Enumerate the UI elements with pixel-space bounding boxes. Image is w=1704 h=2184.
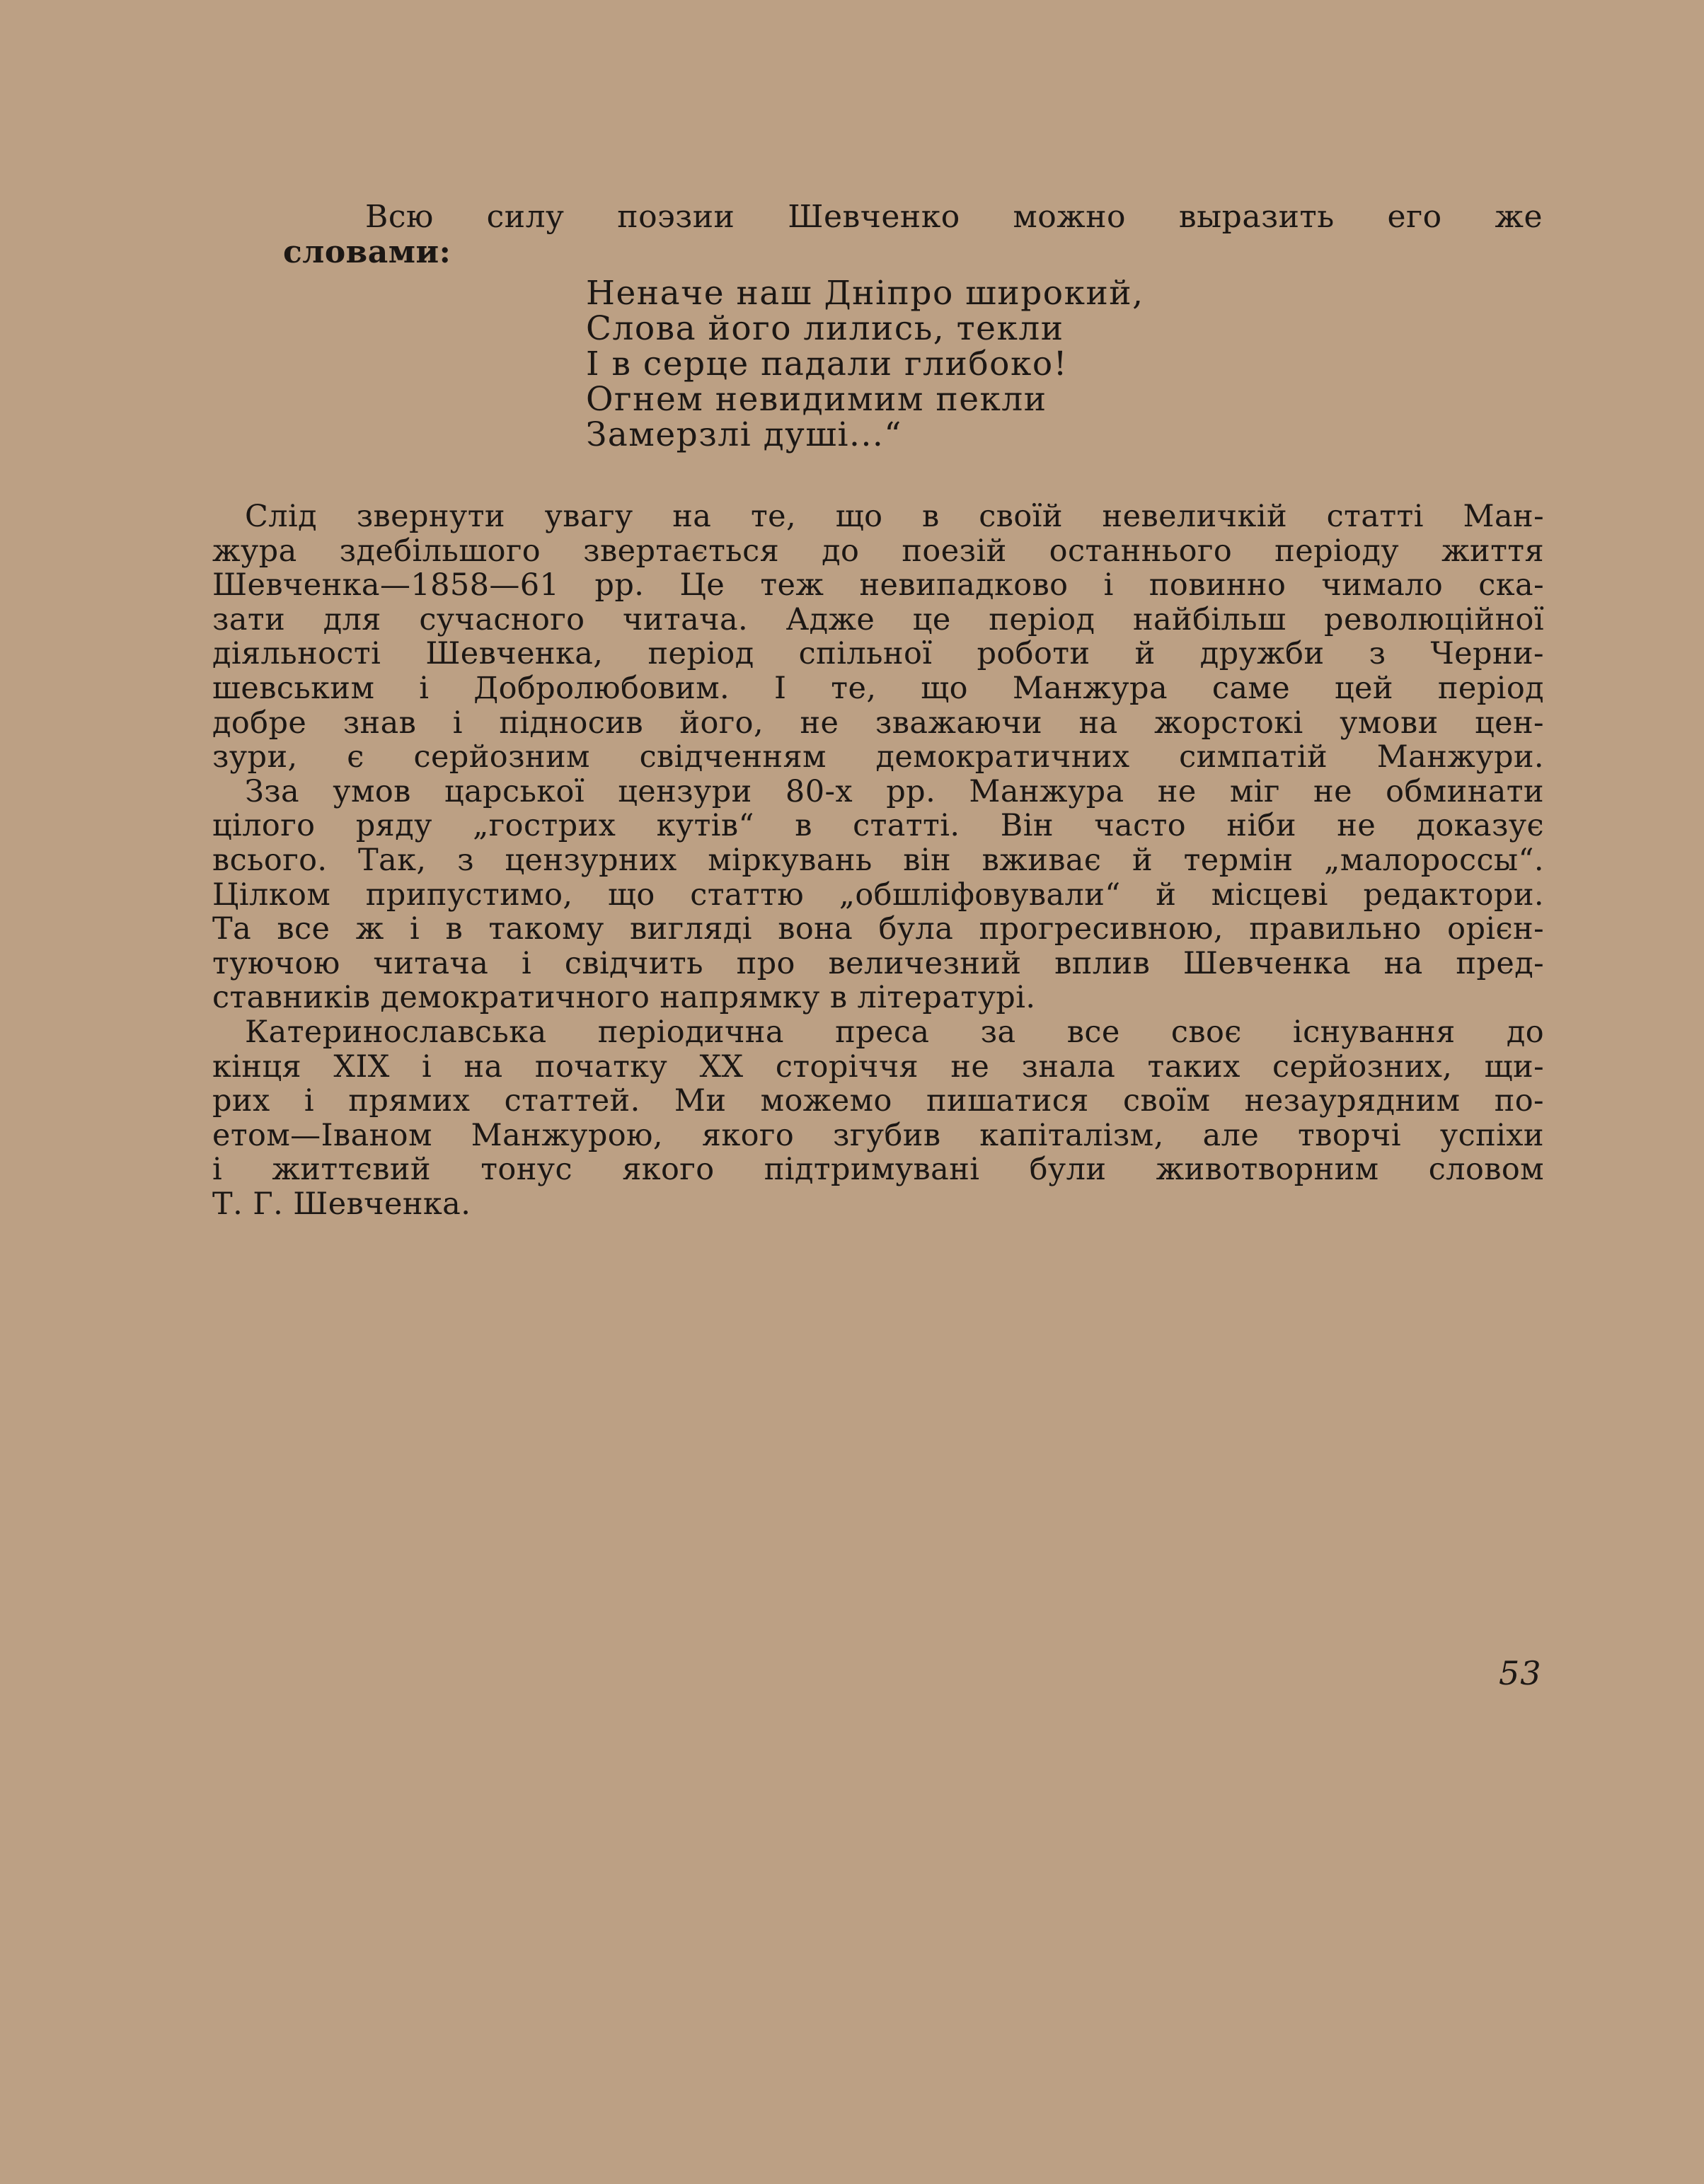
text-line: Зза умов царської цензури 80-х рр. Манжура не міг не обминати: [245, 774, 1544, 809]
text-line: жура здебільшого звертається до поезій останнього періоду життя: [212, 533, 1544, 569]
text-line: кінця XIX і на початку XX сторіччя не знала таких серйозних, щи-: [212, 1049, 1544, 1085]
text-line: туючою читача і свідчить про величезний вплив Шевченка на пред-: [212, 946, 1544, 981]
text-line: і життєвий тонус якого підтримувані були животворним словом: [212, 1152, 1544, 1187]
intro-paragraph: [283, 200, 1543, 270]
text-line: зури, є серйозним свідченням демократичних симпатій Манжури.: [212, 740, 1544, 775]
paragraph: [212, 499, 1544, 775]
text-line: етом—Іваном Манжурою, якого згубив капіталізм, але творчі успіхи: [212, 1118, 1544, 1153]
text-line: зати для сучасного читача. Адже це період найбільш революційної: [212, 602, 1544, 637]
text-line: Слід звернути увагу на те, що в своїй невеличкій статті Ман-: [245, 499, 1544, 534]
paragraph: [212, 1015, 1544, 1222]
text-line: Цілком припустимо, що статтю „обшліфовували“ й місцеві редактори.: [212, 877, 1544, 913]
poem-line: І в серце падали глибоко!: [586, 345, 1068, 383]
text-line: цілого ряду „гострих кутів“ в статті. Він часто ніби не доказує: [212, 809, 1544, 843]
poem-quote: [586, 276, 1144, 453]
text-line: Т. Г. Шевченка.: [212, 1186, 471, 1222]
poem-line: Неначе наш Дніпро широкий,: [586, 274, 1144, 313]
text-line: добре знав і підносив його, не зважаючи на жорстокі умови цен-: [212, 705, 1544, 741]
body-text: [212, 499, 1544, 1221]
poem-line: Слова його лились, текли: [586, 309, 1064, 348]
poem-line: Замерзлі душі...“: [586, 415, 902, 454]
text-line: Та все ж і в такому вигляді вона була прогресивною, правильно орієн-: [212, 912, 1544, 947]
text-line: Катеринославська періодична преса за все своє існування до: [245, 1015, 1544, 1050]
paragraph: [212, 775, 1544, 1015]
text-line: діяльності Шевченка, період спільної роботи й дружби з Черни-: [212, 637, 1544, 671]
intro-line: Всю силу поэзии Шевченко можно выразить его же: [365, 199, 1543, 235]
text-line: ставників демократичного напрямку в літературі.: [212, 981, 1036, 1015]
intro-line: словами:: [283, 234, 451, 270]
text-line: рих і прямих статтей. Ми можемо пишатися своїм незаурядним по-: [212, 1084, 1544, 1119]
text-line: Шевченка—1858—61 рр. Це теж невипадково і повинно чимало ска-: [212, 568, 1544, 603]
text-line: шевським і Добролюбовим. І те, що Манжура саме цей період: [212, 671, 1544, 706]
poem-line: Огнем невидимим пекли: [586, 380, 1047, 419]
text-line: всього. Так, з цензурних міркувань він вживає й термін „малороссы“.: [212, 843, 1544, 878]
page-number: 53: [1499, 1654, 1542, 1692]
